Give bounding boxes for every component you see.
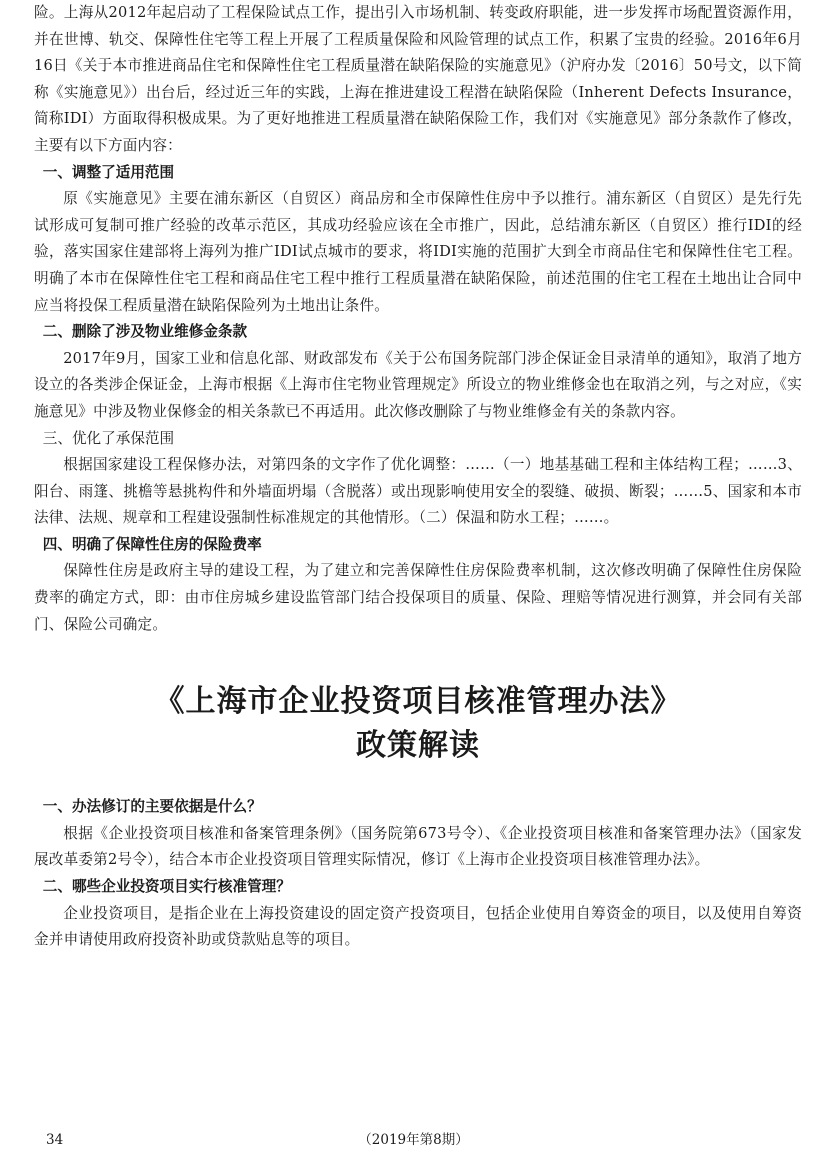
intro-paragraph: 险。上海从2012年起启动了工程保险试点工作，提出引入市场机制、转变政府职能，进一步发挥市场配置资源作用，并在世博、轨交、保障性住宅等工程上开展了工程质量保险和风险管理的试点工作，积累了宝贵的经验。2016年6月16日《关于本市推进商品住宅和保障性住宅工程质量潜在缺陷保险的实施意见》（沪府办发〔2016〕50号文，以下简称《实施意见》）出台后，经过近三年的实践，上海在推进建设工程潜在缺陷保险（Inherent Defects Insurance，简称IDI）方面取得积极成果。为了更好地推进工程质量潜在缺陷保险工作，我们对《实施意见》部分条款作了修改，主要有以下方面内容：: [34, 4, 802, 154]
section-heading-maintenance-fund: 二、删除了涉及物业维修金条款: [42, 323, 248, 341]
answer-paragraph-basis: 根据《企业投资项目核准和备案管理条例》（国务院第673号令）、《企业投资项目核准和备案管理办法》（国家发展改革委第2号令），结合本市企业投资项目管理实际情况，修订《上海市企业投资项目核准管理办法》。: [34, 824, 802, 869]
section-heading-premium-rate: 四、明确了保障性住房的保险费率: [42, 535, 262, 553]
document-page: [34, 0, 802, 954]
article-title: 《上海市企业投资项目核准管理办法》: [154, 684, 682, 720]
section-heading-scope: 一、调整了适用范围: [42, 163, 175, 181]
question-heading-projects: 二、哪些企业投资项目实行核准管理？: [42, 878, 291, 896]
answer-paragraph-projects: 企业投资项目，是指企业在上海投资建设的固定资产投资项目，包括企业使用自筹资金的项目，以及使用自筹资金并申请使用政府投资补助或贷款贴息等的项目。: [34, 904, 802, 949]
paragraph-scope: 原《实施意见》主要在浦东新区（自贸区）商品房和全市保障性住房中予以推行。浦东新区（自贸区）是先行先试形成可复制可推广经验的改革示范区，其成功经验应该在全市推广，因此，总结浦东新区（自贸区）推行IDI的经验，落实国家住建部将上海列为推广IDI试点城市的要求，将IDI实施的范围扩大到全市商品住宅和保障性住宅工程。明确了本市在保障性住宅工程和商品住宅工程中推行工程质量潜在缺陷保险，前述范围的住宅工程在土地出让合同中应当将投保工程质量潜在缺陷保险列为土地出让条件。: [34, 190, 802, 314]
paragraph-maintenance-fund: 2017年9月，国家工业和信息化部、财政部发布《关于公布国务院部门涉企保证金目录清单的通知》，取消了地方设立的各类涉企保证金，上海市根据《上海市住宅物业管理规定》所设立的物业维修金也在取消之列，与之对应，《实施意见》中涉及物业保修金的相关条款已不再适用。此次修改删除了与物业维修金有关的条款内容。: [34, 349, 802, 420]
section-heading-coverage: 三、优化了承保范围: [42, 429, 175, 447]
page-number: 34: [46, 1132, 64, 1148]
question-heading-basis: 一、办法修订的主要依据是什么？: [42, 798, 262, 816]
issue-label: （2019年第8期）: [358, 1132, 469, 1148]
article-title-block: [34, 680, 802, 768]
paragraph-coverage: 根据国家建设工程保修办法，对第四条的文字作了优化调整：……（一）地基基础工程和主体结构工程；……3、阳台、雨篷、挑檐等悬挑构件和外墙面坍塌（含脱落）或出现影响使用安全的裂缝、破损、断裂；……5、国家和本市法律、法规、规章和工程建设强制性标准规定的其他情形。（二）保温和防水工程；……。: [34, 456, 802, 527]
article-subtitle: 政策解读: [356, 728, 480, 764]
paragraph-premium-rate: 保障性住房是政府主导的建设工程，为了建立和完善保障性住房保险费率机制，这次修改明确了保障性住房保险费率的确定方式，即：由市住房城乡建设监管部门结合投保项目的质量、保险、理赔等情况进行测算，并会同有关部门、保险公司确定。: [34, 562, 802, 633]
